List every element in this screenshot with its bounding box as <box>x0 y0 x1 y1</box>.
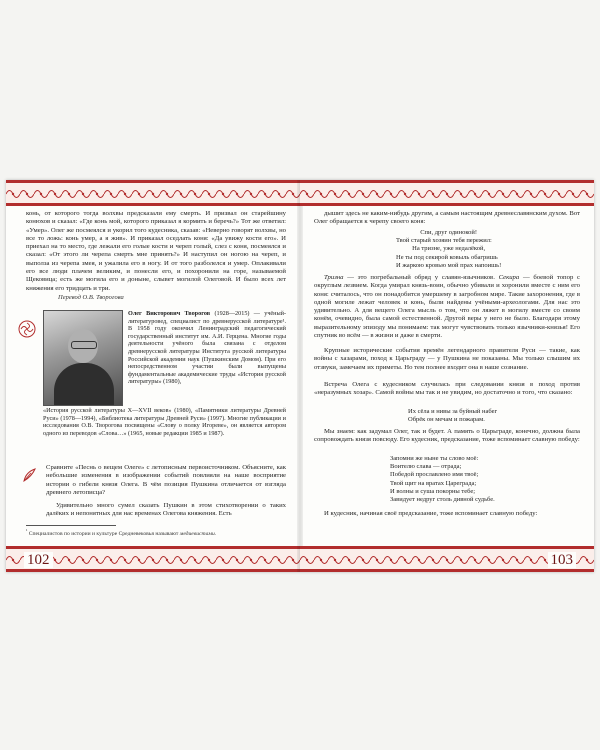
verse-line: Не ты под секирой ковыль обагришь <box>396 253 498 261</box>
right-trizna-paragraph <box>314 274 580 340</box>
verse-line: Их сёла и нивы за буйный набег <box>408 408 498 415</box>
right-intro <box>314 210 580 227</box>
verse-line: Твой щит на вратах Цареграда; <box>390 479 477 487</box>
question-block <box>46 464 286 497</box>
right-paragraph-3 <box>314 381 580 398</box>
page-number-right: 103 <box>548 552 577 568</box>
author-bio-text-2: «История русской литературы X—XVII веков» (1980), «Памятники литературы Древней Руси» (1978—1994), «Библиотека литературы Древней Руси» (1997). Многие публикации и исследования О.В. Творогова посвящены «Слову о полку Игореве», он является автором одного из переводов «Слова…» (1965, новые редакции 1985 и 1987). <box>43 407 286 437</box>
question-text: Сравните «Песнь о вещем Олеге» с летописным первоисточником. Объясните, как небольшие изменения в изображении событий повлияли на наше восприятие истории о гибели князя Олега. В чём позиция Пушкина отличается от взгляда древнего летописца? <box>46 464 286 496</box>
footnote-mark: ¹ <box>26 529 28 534</box>
right-paragraph-5 <box>314 510 580 518</box>
verse-block-3 <box>390 455 495 504</box>
author-name: Олег Викторович Творогов <box>128 310 211 317</box>
footnote <box>26 528 286 538</box>
right-intro-text: дышит здесь не каким-нибудь другим, а самым настоящим древнеславянским духом. Вот Олег обращается к черепу своего коня: <box>314 210 580 226</box>
left-main-paragraph: конь, от которого тогда волхвы предсказали ему смерть. И призвал он старейшину конюхов и сказал: «Где конь мой, которого приказал я кормить и беречь?» Тот же ответил: «Умер». Олег же посмеялся и укорил того кудесника, сказав: «Неверно говорят волхвы, но все то ложь: конь умер, а я жив». И приказал оседлать коня: «Да увижу кости его». И приехал на то место, где лежали его голые кости и череп голый, слез с коня, посмеялся и сказал: «От этого ли черепа смерть мне принять?» И наступил он ногою на череп, и выполза из черепа змея, и ужалила его в ногу. И от того разболелся и умер. Оплакивали его все люди плачем великим, и понесли его, и похоронили на горе, называемой Щековица; есть же могила его и доныне, слывет могилой Олеговой. И было всех лет княжения его тридцать и три. <box>26 210 286 292</box>
verse-line: Завидует недруг столь дивной судьбе. <box>390 496 495 504</box>
verse-line: Спи, друг одинокой! <box>420 229 478 236</box>
ornament-pattern-icon <box>300 185 594 203</box>
left-page <box>6 180 300 572</box>
verse-line: На тризне, уже недалёкой, <box>412 245 486 253</box>
verse-line: Воителю слава — отрада; <box>390 463 462 471</box>
trizna-term: Тризна <box>324 274 344 281</box>
footnote-rule <box>26 525 116 526</box>
author-bio-continued <box>43 407 286 437</box>
trizna-text: — это погребальный обряд у славян-язычников. <box>343 274 499 281</box>
left-main-text <box>26 210 286 293</box>
right-para4-text: Мы знаем: как задумал Олег, так и будет. А память о Царьграде, конечно, должна была сопровождать князя повсюду. Его кудесник, предсказание, тоже вспоминает славную победу: <box>314 428 580 444</box>
right-para2-text: Крупные исторические события времён легендарного правителя Руси — такие, как войны с хазарами, поход к Царьграду — у Пушкина не показаны. Мы только слышим их отзвуки, замечаем их приметы. Но тем полнее входит она в наше сознание. <box>314 347 580 371</box>
verse-line: Обрёк он мечам и пожарам. <box>408 416 485 424</box>
right-para3-text: Встреча Олега с кудесником случилась при следовании князя в поход против «неразумных хозар». Самой войны мы так и не увидим, но достаточно и того, что сказано: <box>314 381 580 397</box>
sekira-term: Секира <box>498 274 520 281</box>
author-dates: (1928—2015) <box>214 310 250 317</box>
sekira-text: — боевой топор с округлым лезвием. Когда умирал князь-воин, обычно убивали и хоронили вместе с ним его коня: считалось, что он понадобится умершему в загробном мире. Такие захоронения, где в одной могиле лежат человек и конь, были найдены учёными-археологами. Для нас это удивительно. А для вещего Олега мысль о том, что он ляжет в могилу вместе со своим конём, очевидно, была самой естественной. Другой веры у него не было. Благодаря этому выразительному эпизоду мы понимаем: так могут чувствовать только язычники-князья! Его спутник во всём — в жизни и даже в смерти. <box>314 274 580 340</box>
quill-ornament-icon <box>20 466 38 484</box>
translation-credit: Перевод О.В. Творогова <box>58 294 124 301</box>
verse-line: Твой старый хозяин тебя пережил: <box>396 237 492 245</box>
left-closing-text: Удивительно много сумел сказать Пушкин в этом стихотворении о таких далёких и непонятных для нас временах Олегова княжения. Есть <box>46 502 286 518</box>
rose-ornament-icon <box>18 320 36 338</box>
right-page <box>300 180 594 572</box>
top-ornament-band <box>6 180 300 206</box>
footnote-emphasis: медиевистами. <box>179 530 217 537</box>
book-spread <box>6 180 594 572</box>
author-bio-text: — учёный-литературовед, специалист по древнерусской литературе¹. В 1958 году окончил Ленинградский педагогический государственный институт им. А.И. Герцена. Многие годы деятельности учёного была связана с отделом древнерусской литературы Института русской литературы Российской академии наук (Пушкинским Домом). При его непосредственном участии были выпущены фундаментальные академические труды «История русской литературы» (1980), <box>128 310 287 386</box>
top-ornament-band <box>300 180 594 206</box>
right-paragraph-2 <box>314 347 580 372</box>
author-portrait-photo <box>43 310 123 406</box>
verse-block-1 <box>396 229 501 270</box>
verse-block-2 <box>408 408 497 424</box>
left-closing-paragraph <box>46 502 286 519</box>
ornament-pattern-icon <box>6 185 300 203</box>
verse-line: И волны и суша покорны тебе; <box>390 487 476 495</box>
footnote-text: Специалистов по истории и культуре Средневековья называют <box>27 530 180 537</box>
right-para5-text: И кудесник, начиная своё предсказание, тоже вспоминает славную победу: <box>324 510 538 517</box>
author-bio <box>128 310 286 386</box>
verse-line: Победой прославлено имя твоё; <box>390 471 479 479</box>
verse-line: И жаркою кровью мой прах напоишь! <box>396 261 502 269</box>
page-number-left: 102 <box>24 552 53 568</box>
verse-line: Запомни же ныне ты слово моё: <box>390 455 479 462</box>
right-paragraph-4 <box>314 428 580 445</box>
